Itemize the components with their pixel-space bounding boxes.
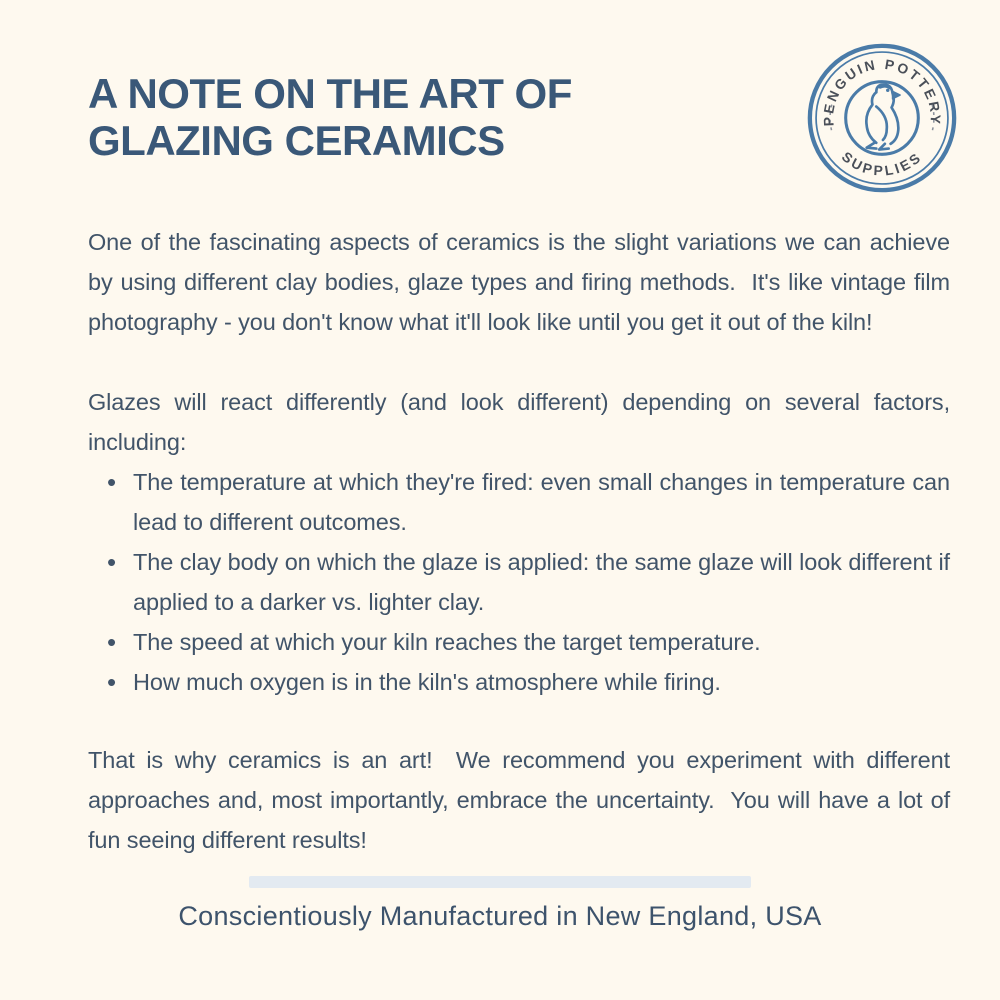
list-item-kiln-speed: • The speed at which your kiln reaches the target temperature.: [133, 622, 950, 662]
logo-top-textpath: PENGUIN POTTERY: [820, 55, 944, 127]
logo-center-ring: [846, 82, 919, 155]
penguin-pottery-logo: [796, 32, 968, 204]
card-footer: [0, 876, 1000, 932]
factors-list: [88, 462, 950, 702]
list-item-temperature: • The temperature at which they're fired: even small changes in temperature can lead to different outcomes.: [133, 462, 950, 542]
logo-bottom-textpath: SUPPLIES: [838, 148, 926, 179]
divider-bar: [249, 876, 751, 888]
list-item-oxygen: • How much oxygen is in the kiln's atmosphere while firing.: [133, 662, 950, 702]
footer-text: Conscientiously Manufactured in New England, USA: [178, 901, 822, 931]
logo-badge: [796, 32, 968, 204]
list-item-clay-body: • The clay body on which the glaze is applied: the same glaze will look different if applied to a darker vs. lighter clay.: [133, 542, 950, 622]
page-title: [88, 70, 770, 164]
factors-intro-paragraph: Glazes will react differently (and look different) depending on several factors, including:: [88, 389, 957, 455]
penguin-icon: [866, 85, 900, 150]
closing-paragraph: That is why ceramics is an art! We recommend you experiment with different approaches and, most importantly, embrace the uncertainty. You will have a lot of fun seeing different results!: [88, 747, 957, 853]
logo-top-text: [820, 56, 944, 127]
note-body: [88, 222, 957, 860]
intro-paragraph: One of the fascinating aspects of ceramics is the slight variations we can achieve by using different clay bodies, glaze types and firing methods. It's like vintage film photography - you don't know what it'll look like until you get it out of the kiln!: [88, 229, 957, 335]
page-title-line2: GLAZING CERAMICS: [88, 117, 505, 164]
page-title-line1: A NOTE ON THE ART OF: [88, 70, 572, 117]
